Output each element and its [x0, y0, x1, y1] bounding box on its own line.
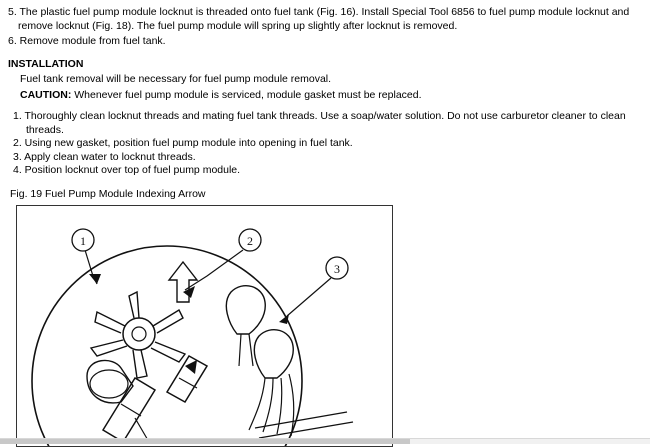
installation-steps-list — [8, 110, 642, 178]
leader-arrowhead-1 — [89, 274, 101, 284]
svg-text:1: 1 — [80, 234, 86, 248]
step-5-paragraph: 5. The plastic fuel pump module locknut is threaded onto fuel tank (Fig. 16). Install Special Tool 6856 to fuel pump module locknut and remove locknut (Fig. 18). The fuel pump module will spring up slightly after locknut is removed. — [8, 6, 630, 32]
callout-3 — [326, 257, 348, 279]
installation-heading: INSTALLATION — [8, 57, 84, 70]
sender-assembly-1 — [226, 286, 265, 366]
caution-text: Whenever fuel pump module is serviced, module gasket must be replaced. — [71, 88, 422, 101]
install-step-1: 1. Thoroughly clean locknut threads and mating fuel tank threads. Use a soap/water solution. Do not use carburetor cleaner to clean threads. — [13, 110, 626, 136]
locknut-hub-inner — [132, 327, 146, 341]
leader-arrowhead-4 — [279, 314, 289, 324]
module-body-opening — [90, 370, 128, 398]
tank-bottom-edges — [255, 412, 353, 438]
figure-caption: Fig. 19 Fuel Pump Module Indexing Arrow — [10, 187, 206, 200]
installation-intro: Fuel tank removal will be necessary for fuel pump module removal. — [20, 73, 332, 85]
module-body — [87, 360, 133, 402]
fuel-pump-module-drawing — [17, 206, 392, 446]
install-step-2: 2. Using new gasket, position fuel pump module into opening in fuel tank. — [13, 137, 353, 149]
fuel-tank-circle — [32, 246, 302, 446]
fuel-pump-cylinder — [103, 378, 155, 442]
install-step-3: 3. Apply clean water to locknut threads. — [13, 150, 196, 163]
horizontal-scrollbar-thumb[interactable] — [0, 439, 410, 444]
callout-2 — [239, 229, 261, 251]
figure-19-illustration — [16, 205, 393, 447]
callout-1 — [72, 229, 94, 251]
install-step-4: 4. Position locknut over top of fuel pump module. — [13, 164, 241, 176]
svg-text:3: 3 — [334, 262, 340, 276]
locknut-hub — [123, 318, 155, 350]
caution-label: CAUTION: — [20, 88, 72, 101]
indexing-arrow-post — [167, 356, 207, 402]
fuel-hoses — [249, 374, 294, 436]
caution-note — [8, 89, 642, 103]
svg-text:2: 2 — [247, 234, 253, 248]
step-6-paragraph: 6. Remove module from fuel tank. — [8, 35, 166, 47]
indexing-arrow — [169, 262, 197, 302]
locknut-tabs — [91, 292, 185, 378]
horizontal-scrollbar[interactable] — [0, 438, 650, 444]
sender-assembly-2 — [254, 330, 293, 378]
leader-arrowhead-3 — [185, 360, 197, 374]
